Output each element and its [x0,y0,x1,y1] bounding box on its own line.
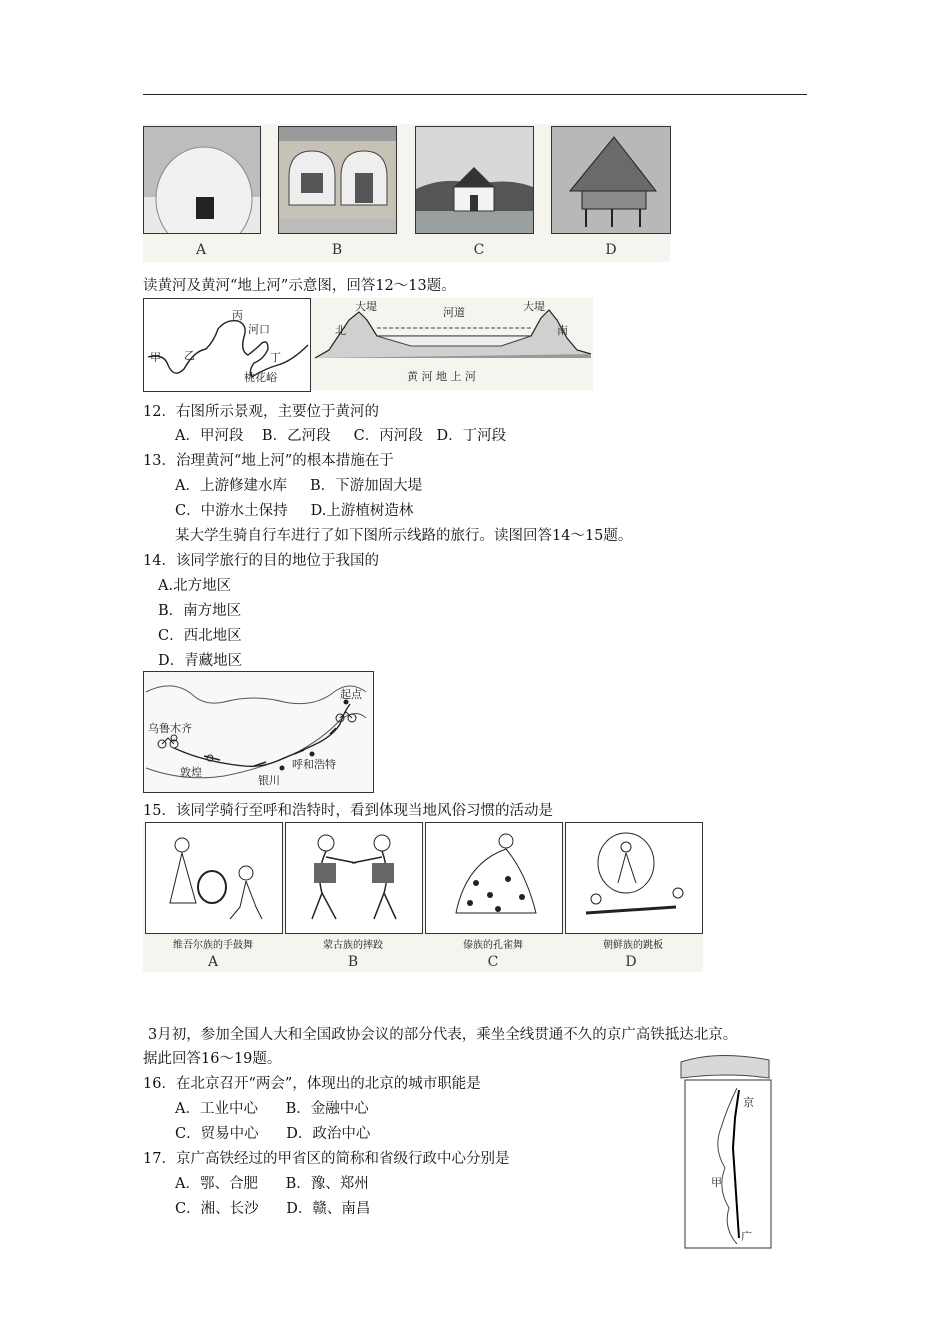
dwelling-photo-row [143,124,670,262]
photo-label-a: A [195,242,207,258]
label-channel: 河道 [443,306,465,319]
dance-panel-b [285,822,423,934]
map-label-taohuayu: 桃花峪 [244,371,277,384]
q14-option-b: B．南方地区 [158,603,242,619]
rail-label-jia: 甲 [711,1176,722,1189]
river-cross-section [311,298,593,390]
q15-stem: 15．该同学骑行至呼和浩特时，看到体现当地风俗习惯的活动是 [143,803,553,819]
q12-13-intro: 读黄河及黄河“地上河”示意图，回答12～13题。 [143,278,456,294]
photo-label-c: C [473,242,485,258]
photo-label-b: B [331,242,343,258]
yellow-river-map [143,298,311,392]
route-label-urumqi: 乌鲁木齐 [148,722,192,735]
q16-19-intro-line1: 3月初，参加全国人大和全国政协会议的部分代表，乘坐全线贯通不久的京广高铁抵达北京。 [148,1027,738,1043]
q17-options-row1: A．鄂、合肥 B．豫、郑州 [175,1176,369,1192]
cycling-route-map [143,671,374,793]
photo-c-yurt [415,126,534,234]
mongol-wrestling-image [286,823,422,933]
label-south: 南 [557,324,568,337]
q16-options-row2: C．贸易中心 D．政治中心 [175,1126,371,1142]
route-label-hohhot: 呼和浩特 [292,758,336,771]
ethnic-customs-figure [143,822,703,972]
q16-stem: 16．在北京召开“两会”，体现出的北京的城市职能是 [143,1076,481,1092]
q13-stem: 13．治理黄河“地上河”的根本措施在于 [143,453,394,469]
route-label-yinchuan: 银川 [258,774,280,787]
yurt-image [416,127,533,233]
cave-dwelling-image [279,127,396,233]
label-north: 北 [335,324,346,337]
photo-label-d: D [605,242,617,258]
dance-panel-a [145,822,283,934]
dance-caption-a: 维吾尔族的手鼓舞 [173,940,253,951]
q14-15-intro: 某大学生骑自行车进行了如下图所示线路的旅行。读图回答14～15题。 [175,528,633,544]
label-dike-left: 大堤 [355,300,377,313]
q12-options: A．甲河段 B．乙河段 C．丙河段 D．丁河段 [175,428,507,444]
q14-stem: 14．该同学旅行的目的地位于我国的 [143,553,379,569]
rail-map-drawing [677,1048,773,1250]
rail-label-jing: 京 [743,1096,754,1109]
dance-label-a: A [207,954,219,970]
rail-label-guang: 广 [741,1230,752,1243]
q13-options-row2: C．中游水土保持 D.上游植树造林 [175,503,414,519]
uyghur-drum-dance-image [146,823,282,933]
igloo-image [144,127,260,233]
q16-options-row1: A．工业中心 B．金融中心 [175,1101,369,1117]
dance-caption-c: 傣族的孔雀舞 [463,940,523,951]
q13-options-row1: A．上游修建水库 B．下游加固大堤 [175,478,423,494]
q14-option-d: D．青藏地区 [158,653,243,669]
stilt-house-image [552,127,670,233]
label-dike-right: 大堤 [523,300,545,313]
q16-19-intro-line2: 据此回答16～19题。 [143,1051,282,1067]
dance-panel-d [565,822,703,934]
section-title: 黄 河 地 上 河 [407,370,476,383]
q12-stem: 12．右图所示景观，主要位于黄河的 [143,404,379,420]
yellow-river-course [144,299,310,391]
dance-caption-b: 蒙古族的摔跤 [323,940,383,951]
bicycle-icon-end [158,738,178,748]
route-label-dunhuang: 敦煌 [180,766,202,779]
map-label-ding: 丁 [270,351,281,364]
header-rule [143,94,807,95]
q14-option-a: A.北方地区 [158,578,232,594]
dance-label-b: B [347,954,359,970]
dance-caption-d: 朝鲜族的跳板 [603,940,663,951]
dance-label-d: D [625,954,637,970]
route-label-start: 起点 [340,688,362,701]
dai-peacock-dance-image [426,823,562,933]
q17-options-row2: C．湘、长沙 D．赣、南昌 [175,1201,371,1217]
route-map-drawing [144,672,373,792]
map-label-yi: 乙 [184,349,195,362]
photo-b-cave-dwelling [278,126,397,234]
dance-panel-c [425,822,563,934]
beijing-guangzhou-rail-map [677,1048,773,1250]
q14-option-c: C．西北地区 [158,628,242,644]
photo-a-igloo [143,126,261,234]
dance-label-c: C [487,954,499,970]
photo-d-stilt-house [551,126,671,234]
korean-seesaw-image [566,823,702,933]
q17-stem: 17．京广高铁经过的甲省区的简称和省级行政中心分别是 [143,1151,510,1167]
map-label-hekou: 河口 [248,323,270,336]
above-ground-river-section [311,298,593,390]
map-label-bing: 丙 [232,309,243,322]
map-label-jia: 甲 [150,351,161,364]
